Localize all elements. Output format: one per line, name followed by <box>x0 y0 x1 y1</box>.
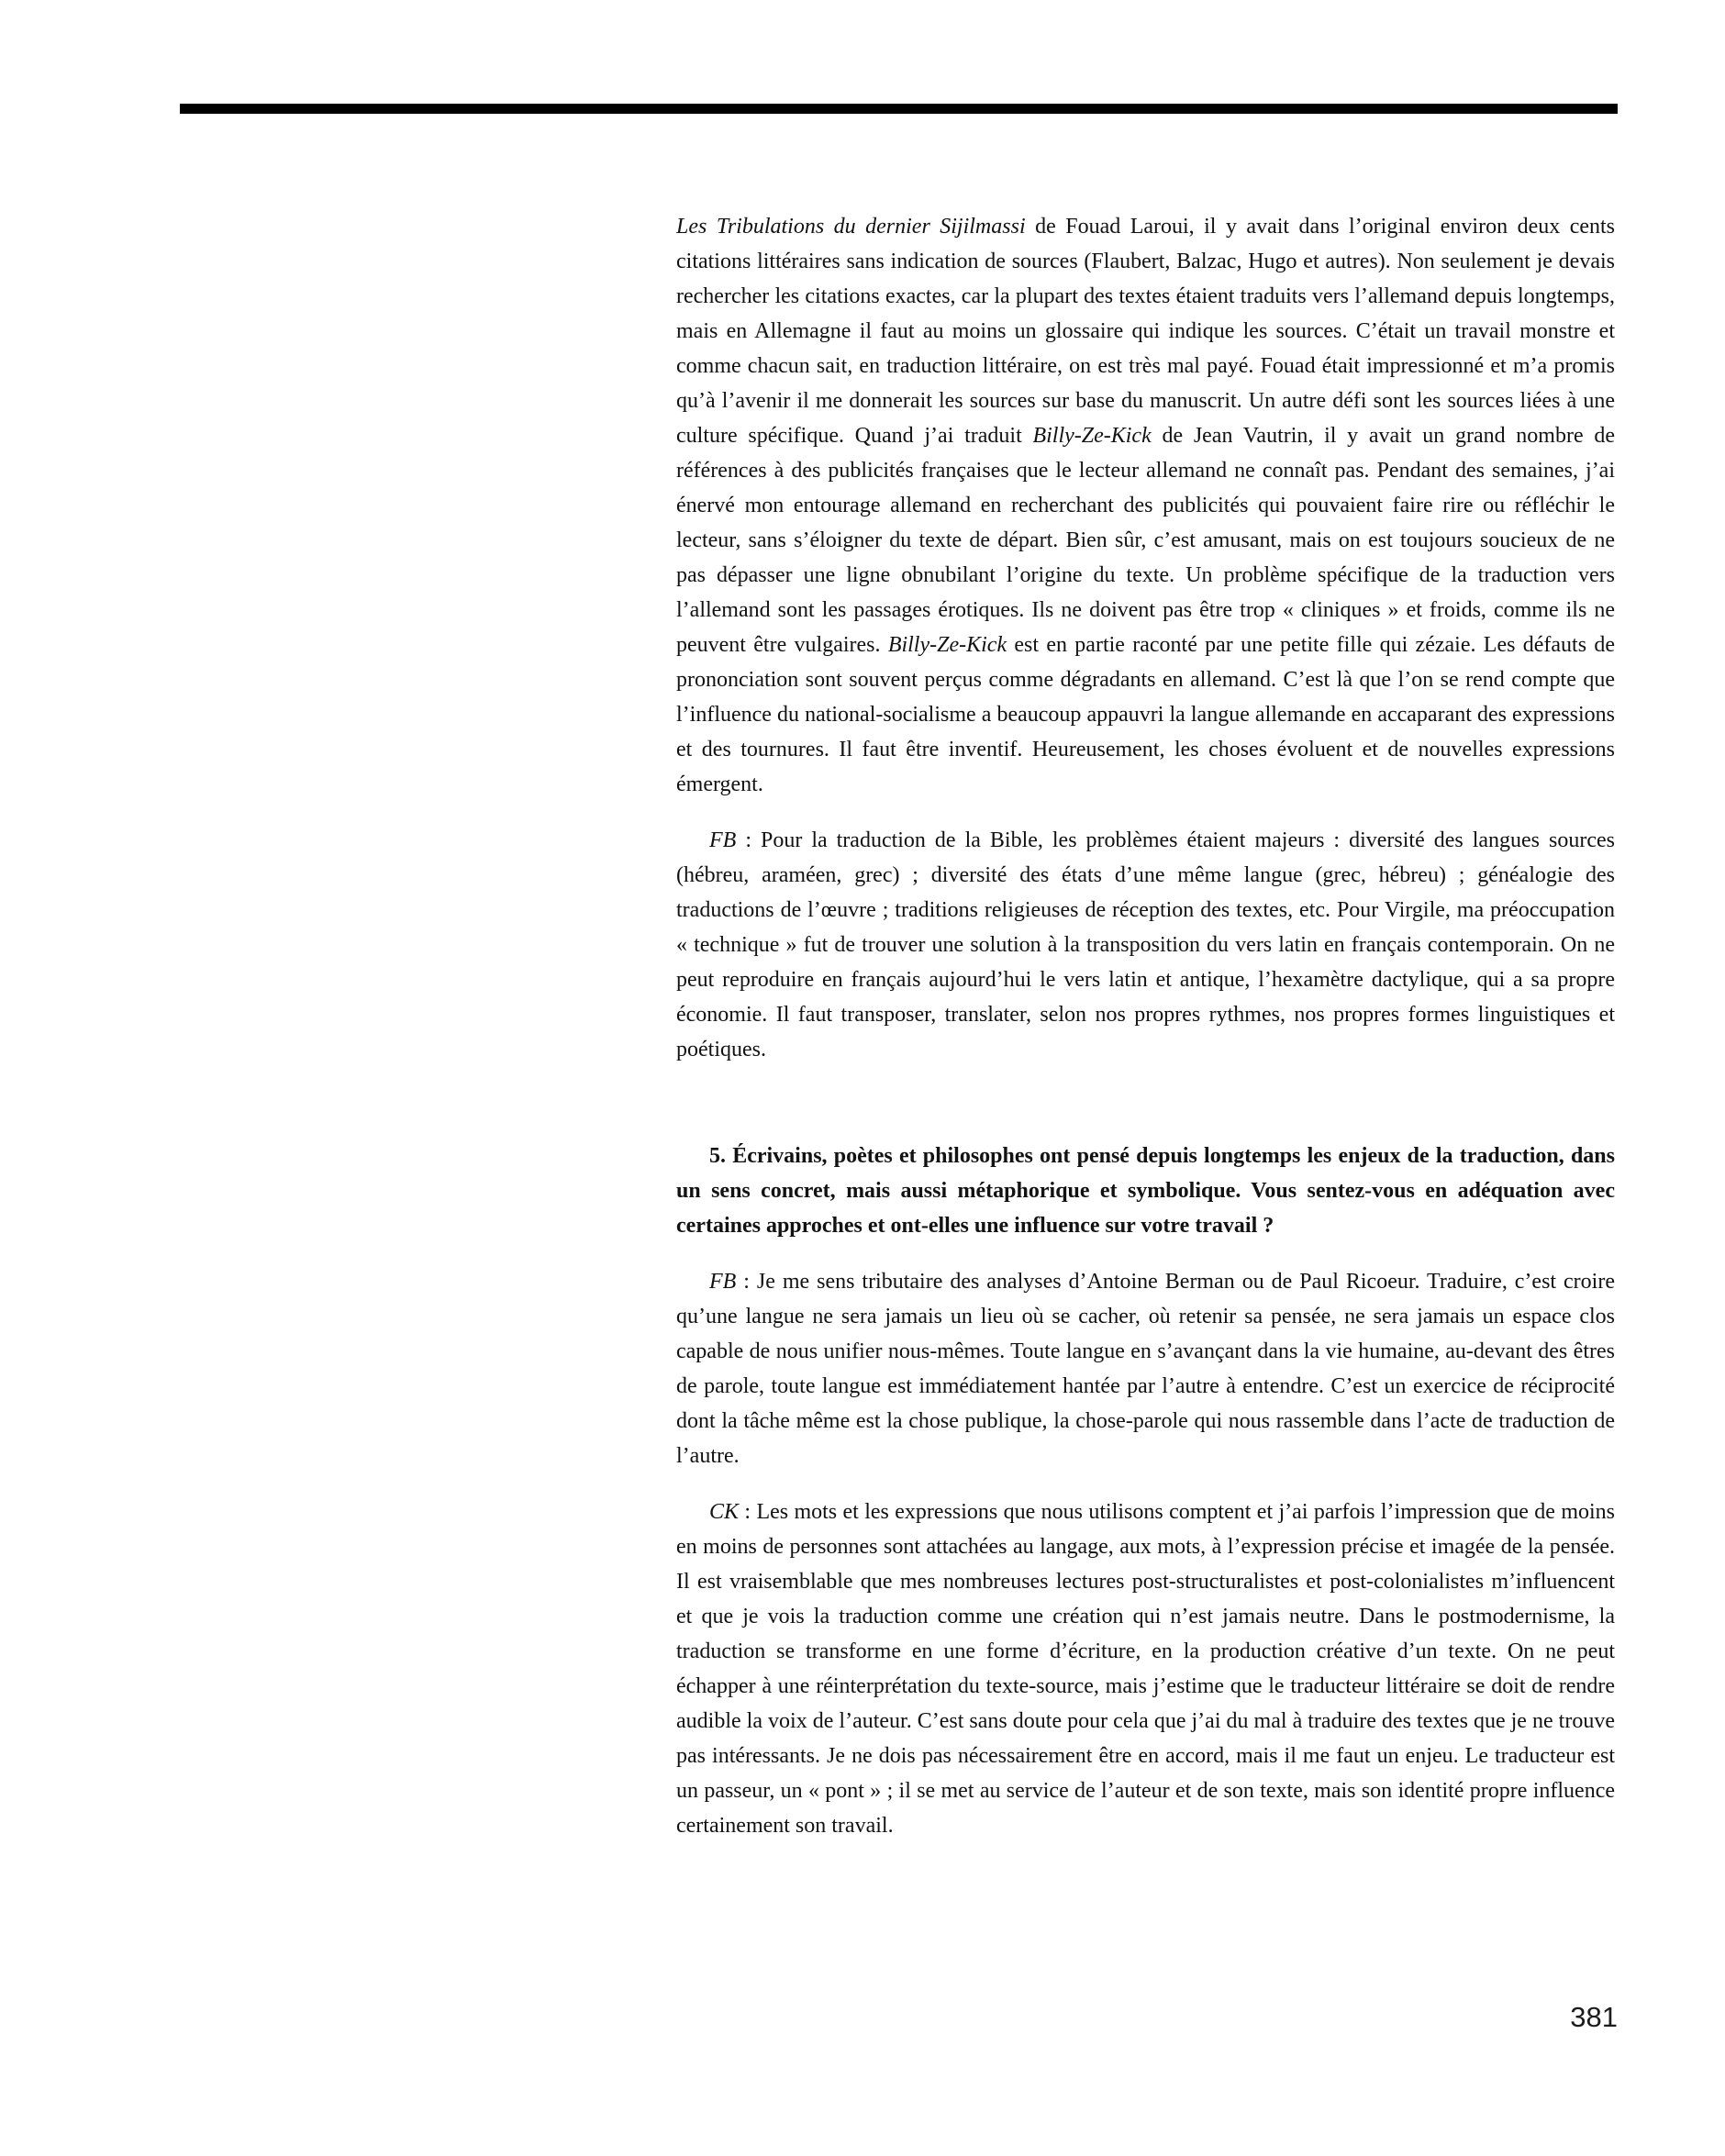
text-run-roman: : Pour la traduction de la Bible, les problèmes étaient majeurs : diversité des langues sources (hébreu, araméen, grec) ; diversité des états d’une même langue (grec, hébreu) ; généalogie des traductions de l’œuvre ; traditions religieuses de réception des textes, etc. Pour Virgile, ma préoccupation « technique » fut de trouver une solution à la transposition du vers latin en français contemporain. On ne peut reproduire en français aujourd’hui le vers latin et antique, l’hexamètre dactylique, qui a sa propre économie. Il faut transposer, translater, selon nos propres rythmes, nos propres formes linguistiques et poétiques. <box>676 828 1615 1061</box>
text-column <box>676 209 1615 1843</box>
paragraph-continuation <box>676 209 1615 802</box>
text-run-italic: Billy-Ze-Kick <box>887 633 1007 657</box>
text-run-roman: 5. Écrivains, poètes et philosophes ont pensé depuis longtemps les enjeux de la traduction, dans un sens concret, mais aussi métaphorique et symbolique. Vous sentez-vous en adéquation avec certaines approches et ont-elles une influence sur votre travail ? <box>676 1144 1615 1238</box>
header-rule <box>180 104 1618 114</box>
text-run-roman: est en partie raconté par une petite fille qui zézaie. Les défauts de prononciation sont souvent perçus comme dégradants en allemand. C’est là que l’on se rend compte que l’influence du national-socialisme a beaucoup appauvri la langue allemande en accaparant des expressions et des tournures. Il faut être inventif. Heureusement, les choses évoluent et de nouvelles expressions émergent. <box>676 633 1615 796</box>
text-run-roman: de Fouad Laroui, il y avait dans l’original environ deux cents citations littéraires sans indication de sources (Flaubert, Balzac, Hugo et autres). Non seulement je devais rechercher les citations exactes, car la plupart des textes étaient traduits vers l’allemand depuis longtemps, mais en Allemagne il faut au moins un glossaire qui indique les sources. C’était un travail monstre et comme chacun sait, en traduction littéraire, on est très mal payé. Fouad était impressionné et m’a promis qu’à l’avenir il me donnerait les sources sur base du manuscrit. Un autre défi sont les sources liées à une culture spécifique. Quand j’ai traduit <box>676 215 1616 448</box>
text-run-italic: Les Tribulations du dernier Sijilmassi <box>676 215 1026 239</box>
text-run-italic: FB <box>709 1270 737 1294</box>
text-run-roman: : Je me sens tributaire des analyses d’Antoine Berman ou de Paul Ricoeur. Traduire, c’est croire qu’une langue ne sera jamais un lieu où se cacher, où retenir sa pensée, ne sera jamais un espace clos capable de nous unifier nous-mêmes. Toute langue en s’avançant dans la vie humaine, au-devant des êtres de parole, toute langue est immédiatement hantée par l’autre à entendre. C’est un exercice de réciprocité dont la tâche même est la chose publique, la chose-parole qui nous rassemble dans l’acte de traduction de l’autre. <box>676 1270 1615 1468</box>
text-run-italic: Billy-Ze-Kick <box>1032 424 1152 448</box>
text-run-roman: de Jean Vautrin, il y avait un grand nombre de références à des publicités françaises que le lecteur allemand ne connaît pas. Pendant des semaines, j’ai énervé mon entourage allemand en recherchant des publicités qui pouvaient faire rire ou réfléchir le lecteur, sans s’éloigner du texte de départ. Bien sûr, c’est amusant, mais on est toujours soucieux de ne pas dépasser une ligne obnubilant l’origine du texte. Un problème spécifique de la traduction vers l’allemand sont les passages érotiques. Ils ne doivent pas être trop « cliniques » et froids, comme ils ne peuvent être vulgaires. <box>676 424 1615 657</box>
paragraph-fb-answer <box>676 1264 1615 1473</box>
paragraph-question-5 <box>676 1139 1615 1243</box>
text-run-italic: CK <box>709 1500 740 1524</box>
text-run-roman: : Les mots et les expressions que nous utilisons comptent et j’ai parfois l’impression que de moins en moins de personnes sont attachées au langage, aux mots, à l’expression précise et imagée de la pensée. Il est vraisemblable que mes nombreuses lectures post-structuralistes et post-colonialistes m’influencent et que je vois la traduction comme une création qui n’est jamais neutre. Dans le postmodernisme, la traduction se transforme en une forme d’écriture, en la production créative d’un texte. On ne peut échapper à une réinterprétation du texte-source, mais j’estime que le traducteur littéraire se doit de rendre audible la voix de l’auteur. C’est sans doute pour cela que j’ai du mal à traduire des textes que je ne trouve pas intéressants. Je ne dois pas nécessairement être en accord, mais il me faut un enjeu. Le traducteur est un passeur, un « pont » ; il se met au service de l’auteur et de son texte, mais son identité propre influence certainement son travail. <box>676 1500 1615 1838</box>
paragraph-ck-answer <box>676 1495 1615 1843</box>
text-run-italic: FB <box>709 828 737 852</box>
page-number: 381 <box>1570 2001 1618 2033</box>
paragraph-fb-bible <box>676 823 1615 1067</box>
